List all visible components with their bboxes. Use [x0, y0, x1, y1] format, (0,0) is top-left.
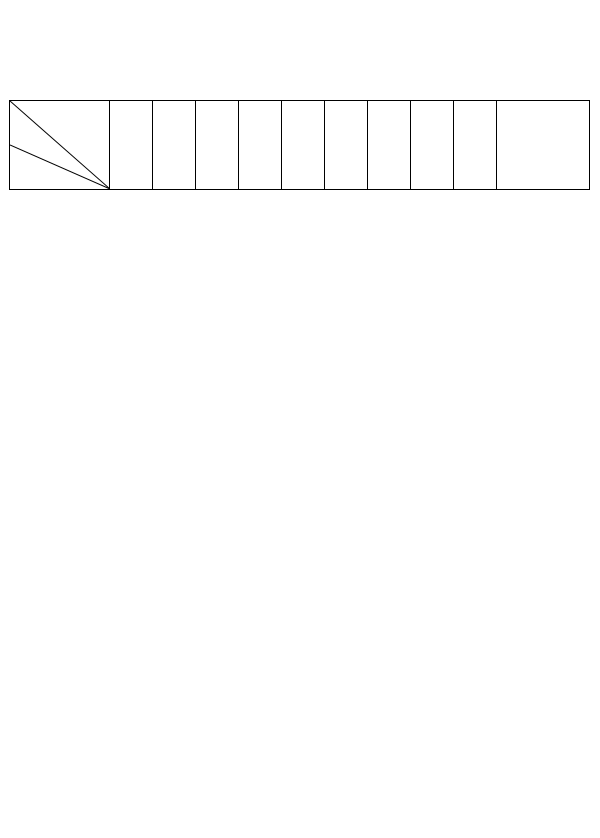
grade-header — [282, 101, 325, 190]
total-header — [497, 101, 590, 190]
corner-diagonal — [10, 101, 110, 189]
header-row — [10, 101, 590, 190]
grade-header — [110, 101, 153, 190]
grade-header — [368, 101, 411, 190]
grade-header — [454, 101, 497, 190]
grade-header — [239, 101, 282, 190]
grade-header — [411, 101, 454, 190]
grade-header — [196, 101, 239, 190]
grade-header — [325, 101, 368, 190]
course-schedule-table — [9, 100, 590, 190]
corner-cell — [10, 101, 110, 190]
grade-header — [153, 101, 196, 190]
